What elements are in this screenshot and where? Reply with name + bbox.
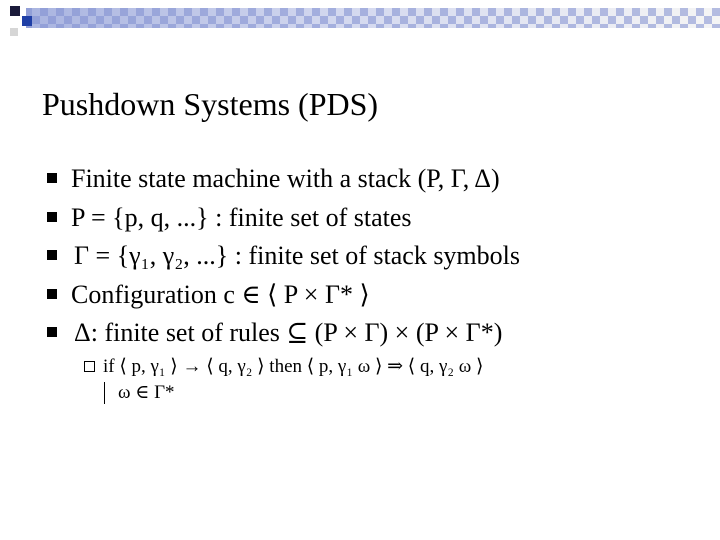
square-bullet-icon: [47, 173, 57, 183]
header-decoration: [0, 0, 720, 40]
sub-bullet-text: if ⟨ p, γ₁ ⟩ → ⟨ q, γ₂ ⟩ then ⟨ p, γ₁ ω ⟩ ⇒ ⟨ q, γ₂ ω ⟩: [103, 356, 484, 377]
continuation-bar: [104, 382, 105, 404]
square-bullet-icon: [47, 250, 57, 260]
bullet-text: P = {p, q, ...} : finite set of states: [71, 202, 412, 232]
square-bullet-icon: [47, 212, 57, 222]
deco-square-blue: [22, 16, 32, 26]
continuation-text: ω ∈ Γ*: [118, 382, 175, 403]
square-bullet-icon: [47, 289, 57, 299]
square-bullet-icon: [47, 327, 57, 337]
deco-square-dark: [10, 6, 20, 16]
bullet-text: Γ = {γ₁, γ₂, ...} : finite set of stack symbols: [74, 241, 520, 270]
bullet-text: Configuration c ∈ ⟨ P × Γ* ⟩: [71, 279, 370, 309]
hollow-square-bullet-icon: [84, 361, 95, 372]
bullet-text: Finite state machine with a stack (P, Γ, Δ): [71, 164, 500, 193]
slide-title: Pushdown Systems (PDS): [42, 86, 379, 122]
deco-checker-band: [26, 8, 720, 28]
deco-square-light: [10, 28, 18, 36]
bullet-text: Δ: finite set of rules ⊆ (P × Γ) × (P × Γ*): [74, 318, 503, 347]
